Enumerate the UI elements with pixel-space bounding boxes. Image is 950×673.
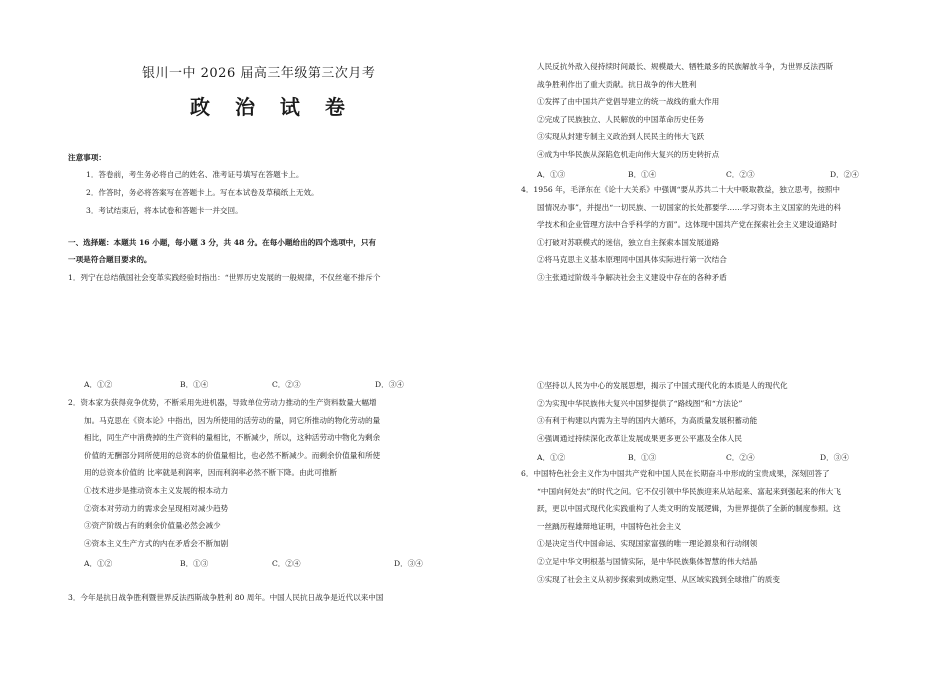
notice-item: 1．答卷前，考生务必将自己的姓名、准考证号填写在答题卡上。 bbox=[86, 170, 304, 179]
question-6-choice: ①是决定当代中国命运、实现国家富强的唯一理论源泉和行动纲领 bbox=[537, 539, 758, 549]
question-3-choice: ③实现从封建专制主义政治到人民民主的伟大飞跃 bbox=[537, 132, 705, 142]
question-3-choice: ②完成了民族独立、人民解放的中国革命历史任务 bbox=[537, 114, 705, 124]
question-6-line: 6．中国特色社会主义作为中国共产党和中国人民在长期奋斗中形成的宝贵成果，深刻回答了 bbox=[521, 469, 830, 478]
question-3-line: 人民反抗外敌入侵持续时间最长、规模最大、牺牲最多的民族解放斗争，为世界反法西斯 bbox=[537, 62, 834, 71]
question-4-choice: ③主张通过阶级斗争解决社会主义建设中存在的各种矛盾 bbox=[537, 272, 727, 282]
section-heading: 一、选择题：本题共 16 小题，每小题 3 分，共 48 分。在每小题给出的四个选项中，只有 bbox=[68, 238, 377, 247]
option-b: B．①④ bbox=[180, 380, 209, 389]
section-heading-cont: 一项是符合题目要求的。 bbox=[68, 255, 152, 264]
option-c: C．②③ bbox=[272, 380, 301, 389]
question-4 bbox=[521, 181, 893, 287]
option-a: A．①③ bbox=[537, 170, 566, 179]
question-4-line: 国情况办事”，并提出“一切民族、一切国家的长处都要学……学习资本主义国家的先进的科 bbox=[537, 202, 841, 212]
question-5-choice: ①坚持以人民为中心的发展思想，揭示了中国式现代化的本质是人的现代化 bbox=[537, 381, 788, 390]
question-3-stem: 3．今年是抗日战争胜利暨世界反法西斯战争胜利 80 周年。中国人民抗日战争是近代以来中国 bbox=[68, 593, 384, 602]
subject-title: 政 治 试 卷 bbox=[190, 95, 354, 119]
question-5-choice: ②为实现中华民族伟大复兴中国梦提供了“路线图”和“方法论” bbox=[537, 398, 743, 408]
option-d: D．③④ bbox=[394, 559, 423, 568]
question-4-choice: ①打破对苏联模式的迷信，独立自主探索本国发展道路 bbox=[537, 237, 720, 247]
option-a: A．①② bbox=[84, 559, 113, 568]
option-d: D．③④ bbox=[820, 453, 849, 462]
exam-title: 银川一中 2026 届高三年级第三次月考 bbox=[142, 66, 376, 81]
option-a: A．①② bbox=[84, 380, 113, 389]
question-2-choice: ①技术进步是推动资本主义发展的根本动力 bbox=[84, 485, 229, 495]
question-2-line: 价值的无酬部分同所使用的总资本的价值量相比，也必然不断减少。而剩余价值量和所使 bbox=[84, 450, 381, 460]
question-5-choice: ④强调通过持续深化改革让发展成果更多更公平惠及全体人民 bbox=[537, 433, 743, 443]
question-6-line: 跃，更以中国式现代化实践重构了人类文明的发展逻辑，为世界提供了全新的制度参照。这 bbox=[537, 504, 841, 514]
option-c: C．②③ bbox=[726, 170, 755, 179]
question-2-line: 相比，同生产中消费掉的生产资料的量相比，不断减少，所以，这种活劳动中物化为剩余 bbox=[84, 433, 381, 443]
question-2-choice: ③资产阶级占有的剩余价值量必然会减少 bbox=[84, 521, 221, 531]
option-c: C．②④ bbox=[272, 559, 301, 568]
question-4-choice: ②将马克思主义基本原理同中国具体实际进行第一次结合 bbox=[537, 255, 727, 265]
question-1-stem: 1．列宁在总结俄国社会变革实践经验时指出：“世界历史发展的一般规律，不仅丝毫不排斥个 bbox=[68, 273, 381, 282]
question-3-line: 战争胜利作出了重大贡献。抗日战争的伟大胜利 bbox=[537, 79, 697, 89]
option-d: D．②④ bbox=[830, 170, 859, 179]
question-3-cont bbox=[537, 58, 897, 164]
question-2-line: 2．资本家为获得竞争优势，不断采用先进机器，导致单位劳动力推动的生产资料数量大幅增 bbox=[68, 398, 377, 407]
option-a: A．①② bbox=[537, 453, 566, 462]
notice-heading: 注意事项： bbox=[68, 153, 106, 162]
option-b: B．①③ bbox=[180, 559, 209, 568]
option-d: D．③④ bbox=[375, 380, 404, 389]
question-4-line: 4．1956 年，毛泽东在《论十大关系》中强调“要从苏共二十大中吸取教益，独立思考，按照中 bbox=[521, 185, 841, 194]
question-5-choice: ③有利于构建以内需为主导的国内大循环，为高质量发展积蓄动能 bbox=[537, 416, 758, 426]
question-2 bbox=[68, 394, 448, 552]
question-2-line: 用的总资本价值的 比率就是利润率，因而利润率必然不断下降。由此可推断 bbox=[84, 468, 338, 478]
question-3-choice: ①发挥了由中国共产党倡导建立的统一战线的重大作用 bbox=[537, 97, 720, 107]
question-6-choice: ③实现了社会主义从初步探索到成熟定型、从区域实践到全球推广的质变 bbox=[537, 574, 780, 584]
question-6-line: “中国向何处去”的时代之问。它不仅引领中华民族迎来从站起来、富起来到强起来的伟大飞 bbox=[537, 486, 841, 496]
question-6-choice: ②立足中华文明根基与国情实际，是中华民族集体智慧的伟大结晶 bbox=[537, 556, 758, 566]
question-4-line: 学技术和企业管理方法中合乎科学的方面”。这体现中国共产党在探索社会主义建设道路时 bbox=[537, 220, 838, 230]
question-6-line: 一丝踽历程雄辩地证明，中国特色社会主义 bbox=[537, 521, 682, 531]
question-6 bbox=[521, 465, 893, 588]
notice-item: 2．作答时，务必将答案写在答题卡上。写在本试卷及草稿纸上无效。 bbox=[86, 188, 319, 197]
question-2-line: 加。马克思在《资本论》中指出，因为所使用的活劳动的量，同它所推动的物化劳动的量 bbox=[84, 415, 381, 425]
notice-item: 3．考试结束后，将本试卷和答题卡一并交回。 bbox=[86, 206, 243, 215]
question-2-choice: ④资本主义生产方式的内在矛盾会不断加剧 bbox=[84, 538, 229, 548]
option-c: C．②④ bbox=[726, 453, 755, 462]
option-b: B．①④ bbox=[628, 170, 657, 179]
question-5 bbox=[537, 377, 897, 447]
option-b: B．①③ bbox=[628, 453, 657, 462]
question-2-choice: ②资本对劳动力的需求会呈现相对减少趋势 bbox=[84, 503, 229, 513]
question-3-choice: ④成为中华民族从深陷危机走向伟大复兴的历史转折点 bbox=[537, 149, 720, 159]
